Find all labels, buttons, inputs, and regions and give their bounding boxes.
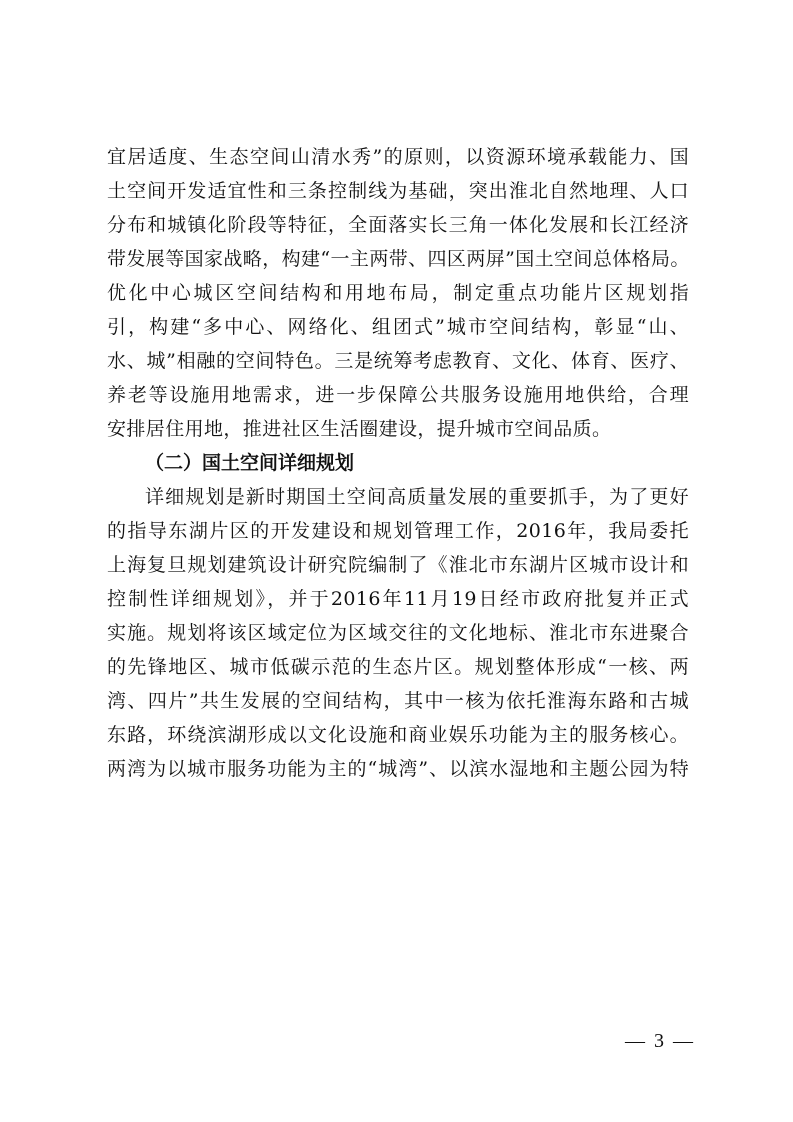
text-line: 东路，环绕滨湖形成以文化设施和商业娱乐功能为主的服务核心。 <box>107 724 689 746</box>
text-line: 土空间开发适宜性和三条控制线为基础，突出淮北自然地理、人口 <box>107 180 689 202</box>
text-line: 详细规划是新时期国土空间高质量发展的重要抓手，为了更好 <box>145 486 689 508</box>
text-line: 分布和城镇化阶段等特征，全面落实长三角一体化发展和长江经济 <box>107 214 689 236</box>
text-line: 优化中心城区空间结构和用地布局，制定重点功能片区规划指 <box>107 282 689 304</box>
text-line: 上海复旦规划建筑设计研究院编制了《淮北市东湖片区城市设计和 <box>107 554 689 576</box>
text-line: 的指导东湖片区的开发建设和规划管理工作，2016年，我局委托 <box>107 520 689 542</box>
text-line: 湾、四片”共生发展的空间结构，其中一核为依托淮海东路和古城 <box>107 690 689 712</box>
paragraph-2 <box>107 480 689 786</box>
section-heading: （二）国土空间详细规划 <box>145 452 355 474</box>
text-line: 两湾为以城市服务功能为主的“城湾”、以滨水湿地和主题公园为特 <box>107 758 689 780</box>
text-line: 引，构建“多中心、网络化、组团式”城市空间结构，彰显“山、 <box>107 316 689 338</box>
text-line: 控制性详细规划》，并于2016年11月19日经市政府批复并正式 <box>107 588 689 610</box>
document-body <box>107 140 689 786</box>
text-line: 带发展等国家战略，构建“一主两带、四区两屏”国土空间总体格局。 <box>107 248 690 270</box>
page-number: — 3 — <box>625 1030 695 1052</box>
text-line: 宜居适度、生态空间山清水秀”的原则，以资源环境承载能力、国 <box>107 146 689 168</box>
text-line: 水、城”相融的空间特色。三是统筹考虑教育、文化、体育、医疗、 <box>107 350 689 372</box>
paragraph-1 <box>107 140 689 446</box>
text-line: 实施。规划将该区域定位为区域交往的文化地标、淮北市东进聚合 <box>107 622 689 644</box>
text-line: 的先锋地区、城市低碳示范的生态片区。规划整体形成“一核、两 <box>107 656 689 678</box>
text-line: 养老等设施用地需求，进一步保障公共服务设施用地供给，合理 <box>107 384 689 406</box>
text-line: 安排居住用地，推进社区生活圈建设，提升城市空间品质。 <box>107 418 612 440</box>
